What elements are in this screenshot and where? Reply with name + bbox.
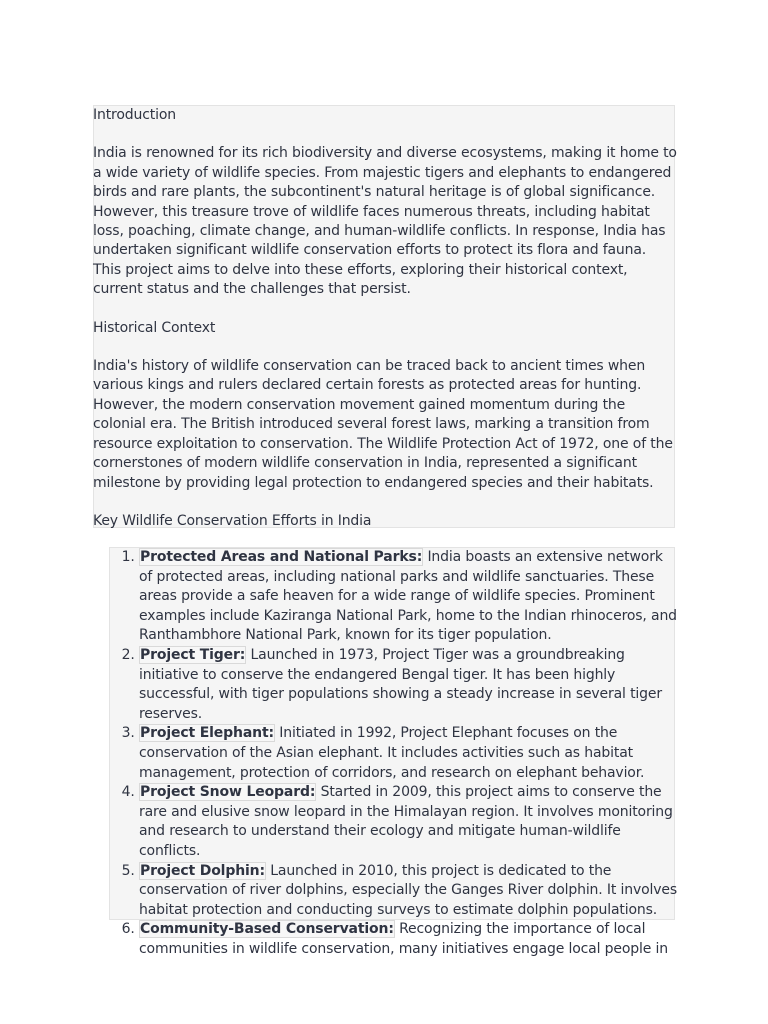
list-item [139, 862, 677, 921]
spacer [93, 493, 677, 512]
efforts-list-container [109, 548, 677, 957]
document-body [93, 106, 677, 531]
list-item-term: Project Snow Leopard: [140, 784, 316, 801]
list-item [139, 783, 677, 861]
list-item [139, 646, 677, 724]
list-item-term: Community-Based Conservation: [140, 921, 394, 938]
list-item-term: Project Dolphin: [140, 862, 265, 879]
list-item-term: Protected Areas and National Parks: [140, 549, 423, 565]
section-heading-key-efforts: Key Wildlife Conservation Efforts in India [93, 512, 372, 529]
list-item [139, 724, 677, 783]
list-item-term: Project Elephant: [140, 725, 274, 742]
historical-context-paragraph: India's history of wildlife conservation can be traced back to ancient times when various kings and rulers declared certain forests as protected areas for hunting. However, the modern conservation movement gained momentum during the colonial era. The British introduced several forest laws, marking a transition from resource exploitation to conservation. The Wildlife Protection Act of 1972, one of the cornerstones of modern wildlife conservation in India, represented a significant milestone by providing legal protection to endangered species and their habitats. [93, 358, 673, 491]
spacer [93, 125, 677, 144]
list-item-text: Started in 2009, this project aims to conserve the rare and elusive snow leopard in the Himalayan region. It involves monitoring and research to understand their ecology and mitigate human-wildlife conflicts. [139, 784, 673, 859]
list-item-term: Project Tiger: [140, 646, 246, 663]
spacer [93, 338, 677, 357]
introduction-paragraph: India is renowned for its rich biodiversity and diverse ecosystems, making it home to a wide variety of wildlife species. From majestic tigers and elephants to endangered birds and rare plants, the subcontinent's natural heritage is of global significance. However, this treasure trove of wildlife faces numerous threats, including habitat loss, poaching, climate change, and human-wildlife conflicts. In response, India has undertaken significant wildlife conservation efforts to protect its flora and fauna. This project aims to delve into these efforts, exploring their historical context, current status and the challenges that persist. [93, 145, 677, 298]
efforts-list [109, 548, 677, 959]
section-heading-historical-context: Historical Context [93, 319, 216, 336]
list-item [139, 920, 677, 959]
list-item-text: Initiated in 1992, Project Elephant focuses on the conservation of the Asian elephant. It includes activities such as habitat management, protection of corridors, and research on elephant behavior. [139, 725, 645, 781]
list-item-text: Launched in 2010, this project is dedicated to the conservation of river dolphins, especially the Ganges River dolphin. It involves habitat protection and conducting surveys to estimate dolphin populations. [139, 862, 677, 918]
spacer [93, 300, 677, 319]
list-item-text: India boasts an extensive network of protected areas, including national parks and wildlife sanctuaries. These areas provide a safe heaven for a wide range of wildlife species. Prominent examples include Kaziranga National Park, home to the Indian rhinoceros, and Ranthambhore National Park, known for its tiger population. [139, 549, 677, 644]
section-heading-introduction: Introduction [93, 107, 176, 123]
list-item-text: Recognizing the importance of local communities in wildlife conservation, many initiatives engage local people in [139, 921, 668, 957]
list-item [139, 548, 677, 646]
list-item-text: Launched in 1973, Project Tiger was a groundbreaking initiative to conserve the endangered Bengal tiger. It has been highly successful, with tiger populations showing a steady increase in several tiger reserves. [139, 646, 662, 722]
